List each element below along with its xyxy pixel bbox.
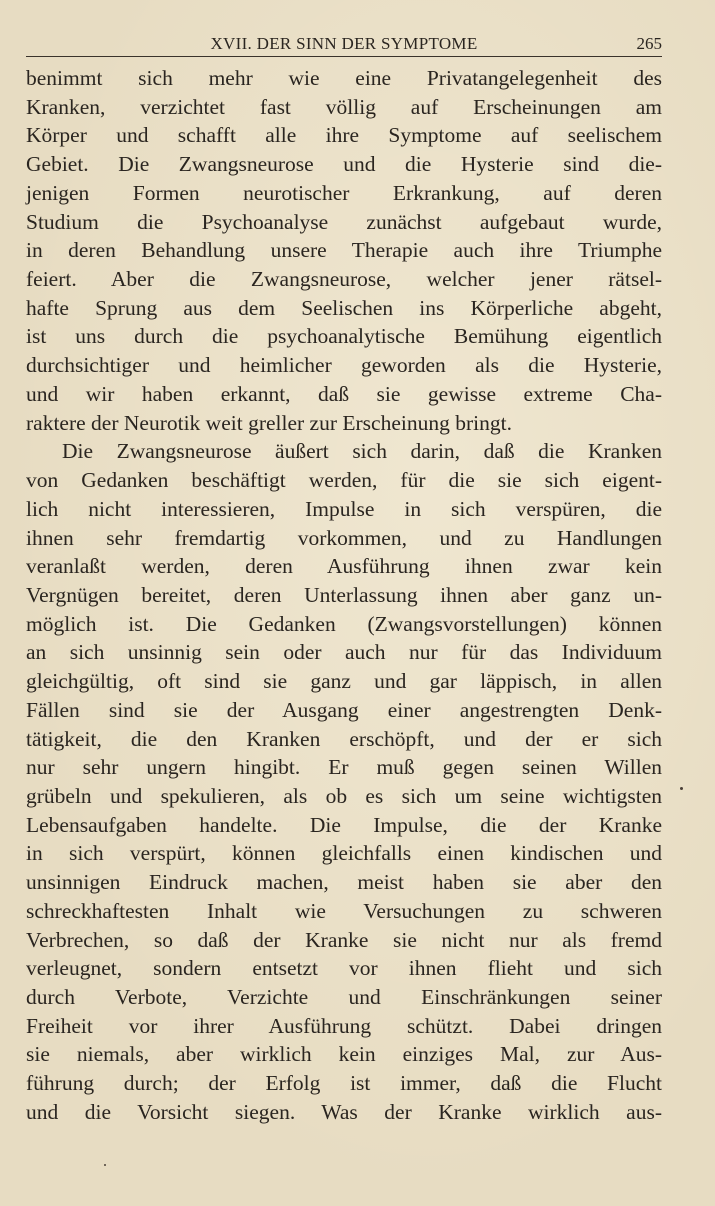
text-line: Kranken, verzichtet fast völlig auf Erscheinungen am [26,94,662,119]
text-line: lich nicht interessieren, Impulse in sich verspüren, die [26,496,662,521]
text-line: jenigen Formen neurotischer Erkrankung, auf deren [26,180,662,205]
text-line: gleichgültig, oft sind sie ganz und gar läppisch, in allen [26,669,662,694]
text-line: und wir haben erkannt, daß sie gewisse extreme Cha- [26,381,662,406]
paragraph-start-line: Die Zwangsneurose äußert sich darin, daß die Kranken [62,439,662,464]
text-line: Gebiet. Die Zwangsneurose und die Hysterie sind die- [26,152,662,177]
text-line: hafte Sprung aus dem Seelischen ins Körperliche abgeht, [26,295,662,320]
text-line: in deren Behandlung unsere Therapie auch ihre Triumphe [26,238,662,263]
page-number: 265 [636,34,662,53]
text-line: und die Vorsicht siegen. Was der Kranke wirklich aus- [26,1099,662,1124]
text-line: durchsichtiger und heimlicher geworden als die Hysterie, [26,353,662,378]
running-header [26,32,662,57]
text-line: feiert. Aber die Zwangsneurose, welcher jener rätsel- [26,267,662,292]
text-line: unsinnigen Eindruck machen, meist haben sie aber den [26,870,662,895]
text-line: durch Verbote, Verzichte und Einschränkungen seiner [26,985,662,1009]
text-line: ist uns durch die psychoanalytische Bemühung eigentlich [26,324,662,349]
text-line: möglich ist. Die Gedanken (Zwangsvorstellungen) können [26,611,662,636]
text-line: benimmt sich mehr wie eine Privatangelegenheit des [26,66,662,90]
text-line: an sich unsinnig sein oder auch nur für das Individuum [26,640,662,665]
paper-speck [104,1164,106,1166]
text-line: von Gedanken beschäftigt werden, für die sie sich eigent- [26,468,662,493]
chapter-title: XVII. DER SINN DER SYMPTOME [210,34,478,53]
text-line: tätigkeit, die den Kranken erschöpft, und der er sich [26,726,662,751]
text-line: Lebensaufgaben handelte. Die Impulse, die der Kranke [26,812,662,837]
text-line: in sich verspürt, können gleichfalls einen kindischen und [26,841,662,866]
text-line: ihnen sehr fremdartig vorkommen, und zu Handlungen [26,525,662,550]
paragraph-end-line: raktere der Neurotik weit greller zur Erscheinung bringt. [26,410,512,435]
text-line: Verbrechen, so daß der Kranke sie nicht nur als fremd [26,927,662,952]
text-line: Freiheit vor ihrer Ausführung schützt. Dabei dringen [26,1013,662,1038]
text-line: sie niemals, aber wirklich kein einziges Mal, zur Aus- [26,1042,662,1067]
text-line: grübeln und spekulieren, als ob es sich um seine wichtigsten [26,783,662,808]
text-line: Körper und schafft alle ihre Symptome auf seelischem [26,123,662,148]
text-line: führung durch; der Erfolg ist immer, daß die Flucht [26,1071,662,1096]
body-text [26,64,662,1127]
text-line: verleugnet, sondern entsetzt vor ihnen flieht und sich [26,956,662,981]
text-line: schreckhaftesten Inhalt wie Versuchungen zu schweren [26,898,662,923]
paper-speck [680,787,683,790]
text-line: Studium die Psychoanalyse zunächst aufgebaut wurde, [26,209,662,234]
text-line: veranlaßt werden, deren Ausführung ihnen zwar kein [26,554,662,579]
text-line: nur sehr ungern hingibt. Er muß gegen seinen Willen [26,755,662,780]
text-line: Fällen sind sie der Ausgang einer angestrengten Denk- [26,697,662,722]
text-line: Vergnügen bereitet, deren Unterlassung ihnen aber ganz un- [26,582,662,607]
